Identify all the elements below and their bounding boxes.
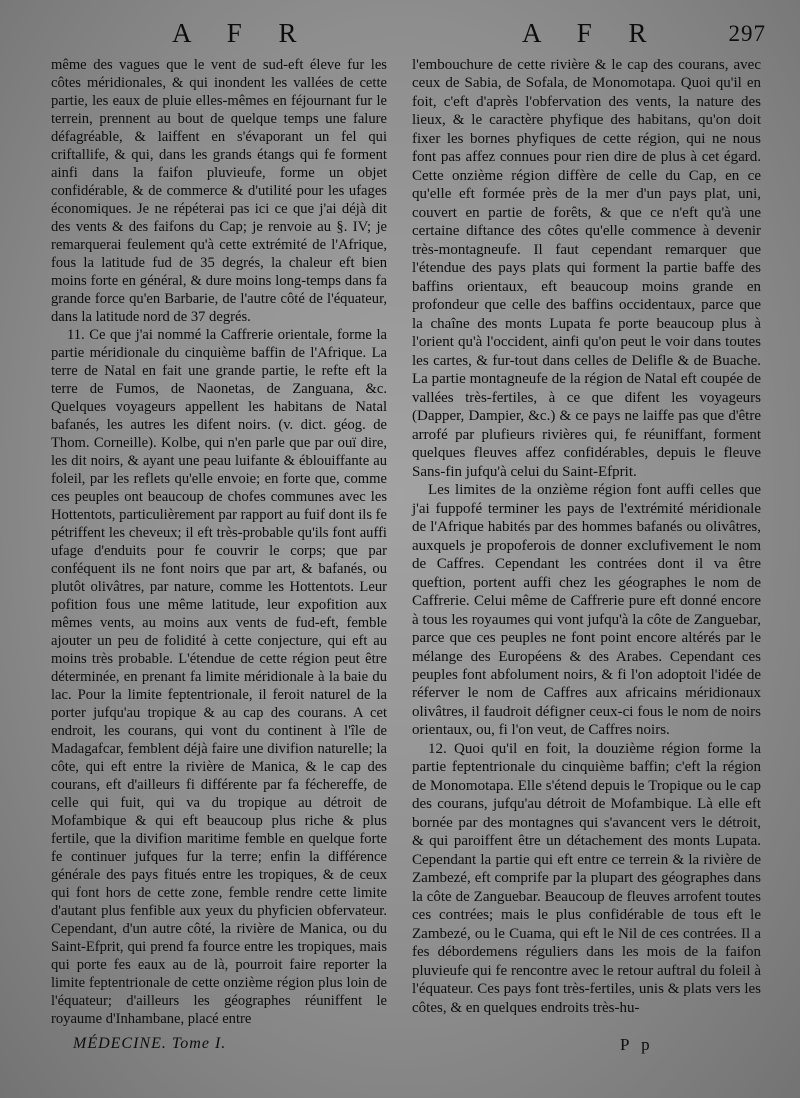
left-column xyxy=(51,56,387,1028)
paragraph: même des vagues que le vent de sud-eft éleve fur les côtes méridionales, & qui inondent les vallées de cette partie, les eaux de pluie elles-mêmes en féjournant fur le terrein, prennent au bout de quelque temps une falure défagréable, & laiffent en s'évaporant un fel qui criftallife, & qui, dans les grands étangs qui fe forment ainfi dans la faifon pluvieufe, forme un objet confidérable, & de commerce & d'utilité pour les ufages économiques. Je ne répéterai pas ici ce que j'ai déjà dit des vents & des faifons du Cap; je renvoie au §. IV; je remarquerai feulement qu'à cette extrémité de l'Afrique, fous la latitude fud de 35 degrés, la chaleur eft bien moins forte en général, & dure moins long-temps dans fa grande force qu'en Barbarie, de l'autre côté de l'équateur, dans la latitude nord de 37 degrés. xyxy=(51,57,387,325)
paragraph: l'embouchure de cette rivière & le cap des courans, avec ceux de Sabia, de Sofala, de Monomotapa. Quoi qu'il en foit, c'eft d'après l'obfervation des vents, la nature des lieux, & le caractère phyfique des habitans, qu'on doit fixer les bornes phyfiques de cette région, qui ne nous font pas affez connues pour rien dire de plus à cet égard. Cette onzième région diffère de celle du Cap, en ce qu'elle eft formée près de la mer d'un pays plat, uni, couvert en partie de forêts, & que ce n'eft qu'à une certaine diftance des côtes qu'elle commence à devenir très-montagneufe. Il faut cependant remarquer que l'étendue des pays plats qui forment la partie baffe des baffins orientaux, eft beaucoup moins grande en profondeur que celle des baffins occidentaux, parce que la chaîne des monts Lupata fe porte beaucoup plus à l'orient qu'à l'occident, ainfi qu'on peut le voir dans toutes les cartes, & fur-tout dans celles de Delifle & de Buache. La partie montagneufe de la région de Natal eft coupée de vallées très-fertiles, à ce que difent les voyageurs (Dapper, Dampier, &c.) & ce pays ne laiffe pas que d'être arrofé par plufieurs rivières qui, fe réuniffant, forment quelques fleuves affez confidérables, depuis le fleuve Sans-fin jufqu'à celui du Saint-Efprit. xyxy=(412,57,761,480)
paragraph: 12. Quoi qu'il en foit, la douzième région forme la partie feptentrionale du cinquième baffin; c'eft la région de Monomotapa. Elle s'étend depuis le Tropique ou le cap des courans, jufqu'au détroit de Mofambique. Là elle eft bornée par des montagnes qui s'avancent vers le détroit, & qui paroiffent être un détachement des monts Lupata. Cependant la partie qui eft entre ce terrein & la rivière de Zambezé, eft comprife par la plupart des géographes dans la côte de Zanguebar. Beaucoup de fleuves arrofent toutes ces contrées; mais le plus confidérable de tous eft le Zambezé, ou le Cuama, qui eft le Nil de ces contrées. Il a fes débordemens réguliers dans les mois de la faifon pluvieufe qui fe rencontre avec le retour auftral du foleil à l'équateur. Ces pays font très-fertiles, unis & plats vers les côtes, & en quelques endroits très-hu- xyxy=(412,740,761,1016)
running-head-right: A F R xyxy=(522,18,662,48)
running-head-left: A F R xyxy=(172,18,312,48)
paragraph: 11. Ce que j'ai nommé la Caffrerie orientale, forme la partie méridionale du cinquième baffin de l'Afrique. La terre de Natal en fait une grande partie, le refte eft la terre de Fumos, de Naonetas, de Zanguana, &c. Quelques voyageurs appellent les habitans de Natal bafanés, les autres les difent noirs. (v. dict. géog. de Thom. Corneille). Kolbe, qui n'en parle que par ouï dire, les dit noirs, & ayant une peau luifante & éblouiffante au foleil, par les reflets qu'elle envoie; en forte que, comme ces peuples ont beaucoup de chofes communes avec les Hottentots, particulièrement par rapport au fuif dont ils fe pétriffent les cheveux; il eft très-probable qu'ils font auffi ufage d'enduits pour fe couvrir le corps; que par conféquent ils ne font noirs que par art, & bafanés, ou plutôt olivâtres, par nature, comme les Hottentots. Leur pofition fous une même latitude, leur expofition aux mêmes vents, au moins aux vents de fud-eft, femble ajouter un peu de folidité à cette conjecture, qui eft au moins très probable. L'étendue de cette région peut être déterminée, en prenant fa limite méridionale à la baie du lac. Pour la limite feptentrionale, il feroit naturel de la porter jufqu'au tropique & au cap des courans. A cet endroit, les courans, qui vont du continent à l'île de Madagafcar, femblent déjà faire une divifion naturelle; la côte, qui eft entre la rivière de Manica, & le cap des courans, eft d'ailleurs fi différente par fa féchereffe, de celle qui fuit, qui va du tropique au détroit de Mofambique & qui eft beaucoup plus riche & plus fertile, que la divifion maritime femble en quelque forte fe continuer jufques fur la terre; enfin la différence générale des pays fitués entre les tropiques, & de ceux qui font hors de cette zone, femble rendre cette limite d'autant plus fenfible aux yeux du phyficien obfervateur. Cependant, d'un autre côté, la rivière de Manica, ou du Saint-Efprit, qui prend fa fource entre les tropiques, mais qui porte fes eaux au de là, pourroit faire reporter la limite feptentrionale de cette onzième région plus loin de l'équateur; d'ailleurs les géographes réuniffent le royaume d'Inhambane, placé entre xyxy=(51,327,387,1027)
catchword: P p xyxy=(620,1035,654,1054)
page-number: 297 xyxy=(728,21,766,46)
page-header xyxy=(0,18,800,52)
paragraph: Les limites de la onzième région font auffi celles que j'ai fuppofé terminer les pays de l'extrémité méridionale de l'Afrique habités par des hommes bafanés ou olivâtres, auxquels je propoferois de donner exclufivement le nom de Caffres. Cependant les contrées dont il va être queftion, portent auffi chez les géographes le nom de Caffrerie. Celui même de Caffrerie pure eft donné encore à tous les royaumes qui vont jufqu'à la côte de Zanguebar, parce que ces peuples ne font point encore altérés par le mélange des Européens & des Arabes. Cependant ces peuples font abfolument noirs, & fi l'on adoptoit l'idée de réferver le nom de Caffres aux africains méridionaux olivâtres, il faudroit défigner ceux-ci fous le nom de noirs orientaux, ou, fi l'on veut, de Caffres noirs. xyxy=(412,482,761,739)
signature-mark: MÉDECINE. Tome I. xyxy=(73,1035,227,1052)
right-column xyxy=(412,56,761,1017)
